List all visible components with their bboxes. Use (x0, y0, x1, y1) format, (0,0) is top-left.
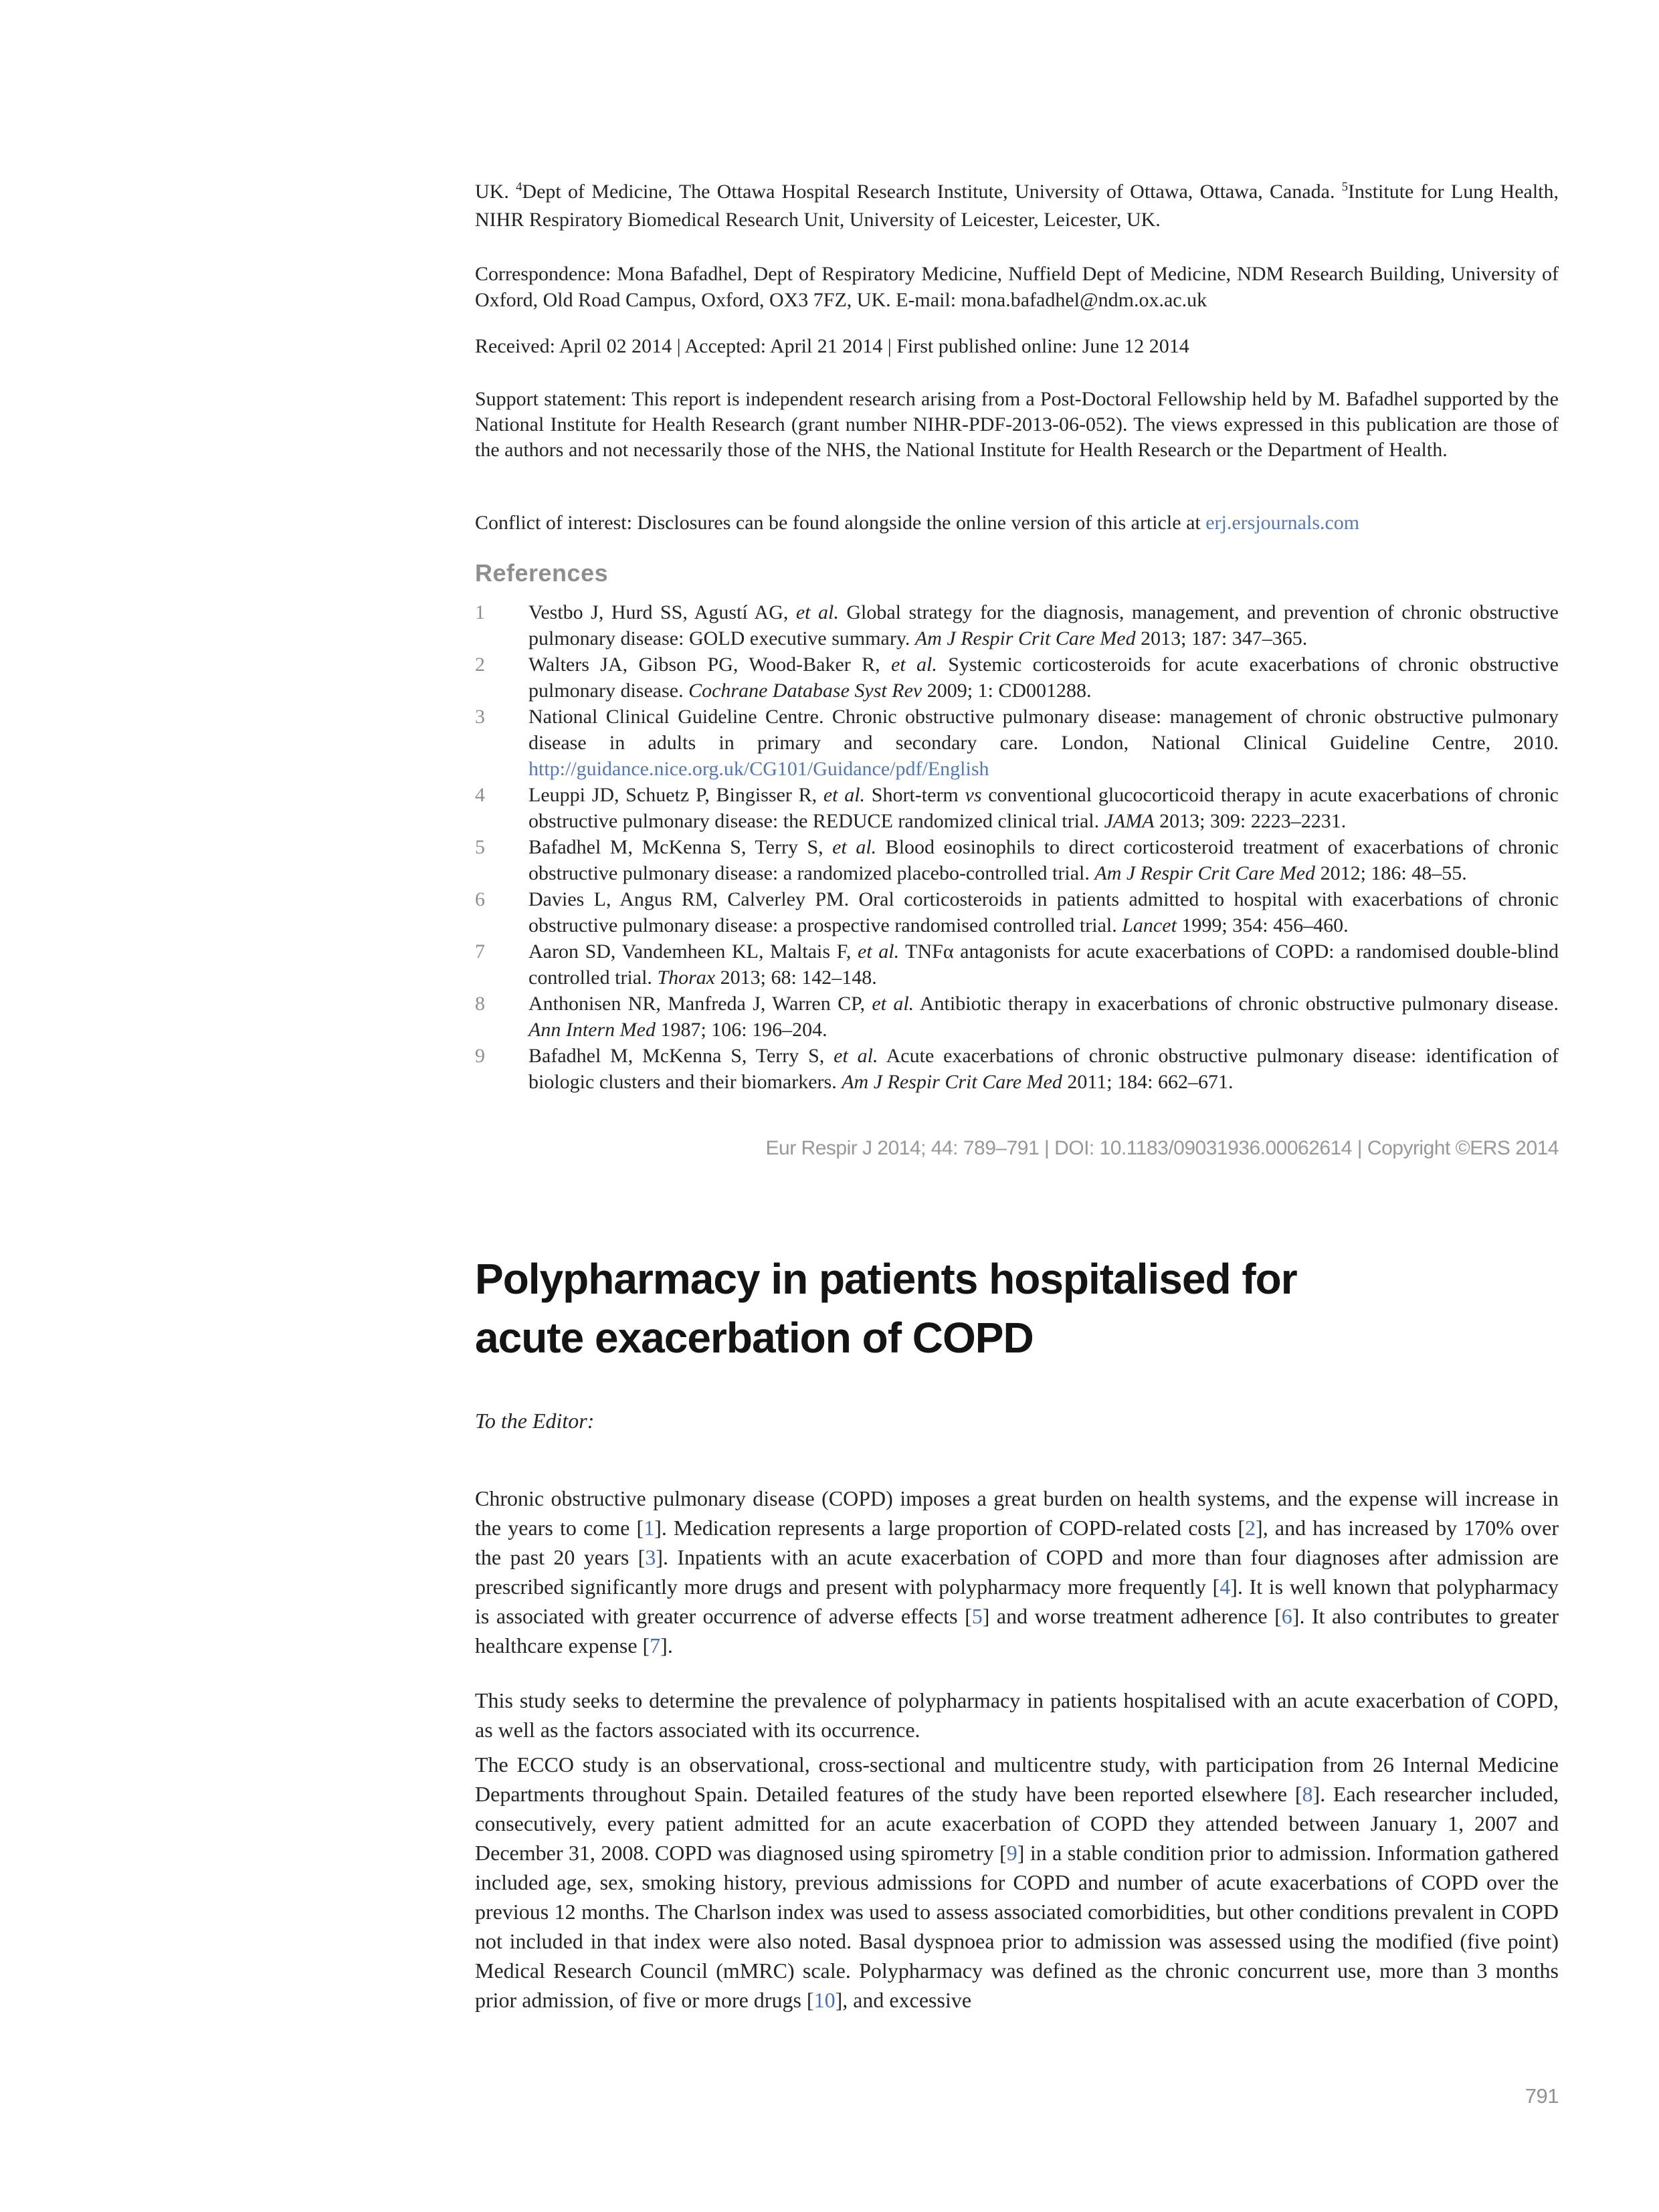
text-segment: 2013; 187: 347–365. (1135, 627, 1308, 649)
article-title-line-2: acute exacerbation of COPD (475, 1314, 1034, 1362)
text-segment: et al. (872, 993, 914, 1015)
citation-ref[interactable]: 1 (644, 1516, 655, 1540)
text-segment: 1987; 106: 196–204. (655, 1019, 827, 1041)
text-segment: Global strategy for the diagnosis, management, and prevention of chronic obstructive pulmonary disease: GOLD executive summary. (528, 601, 1559, 649)
text-segment: 2011; 184: 662–671. (1062, 1071, 1234, 1093)
text-segment: Anthonisen NR, Manfreda J, Warren CP, (528, 993, 872, 1015)
citation-ref[interactable]: 9 (1006, 1841, 1017, 1865)
text-segment: Am J Respir Crit Care Med (914, 627, 1136, 649)
text-segment: The ECCO study is an observational, cross-sectional and multicentre study, with participation from 26 Internal Medicine Departments throughout Spain. Detailed features of the study have been reported elsewhere [ (475, 1752, 1559, 1806)
body-paragraph-1 (475, 1484, 1559, 1660)
text-segment: ]. (660, 1633, 673, 1657)
reference-number: 4 (475, 784, 485, 806)
reference-item (475, 834, 1559, 886)
affiliation-superscript: 4 (516, 180, 522, 194)
reference-number: 5 (475, 836, 485, 858)
citation-ref[interactable]: 10 (813, 1988, 836, 2012)
text-segment: ], and has increased by 170% over the past 20 years [ (475, 1516, 1559, 1569)
text-segment: Institute for Lung Health, NIHR Respiratory Biomedical Research Unit, University of Leicester, Leicester, UK. (475, 181, 1559, 231)
text-segment: Acute exacerbations of chronic obstructive pulmonary disease: identification of biologic clusters and their biomarkers. (528, 1045, 1559, 1093)
text-segment: Conflict of interest: Disclosures can be found alongside the online version of this article at (475, 512, 1206, 534)
hyperlink[interactable]: erj.ersjournals.com (1205, 512, 1360, 534)
text-segment: Lancet (1122, 914, 1177, 936)
text-segment: et al. (832, 836, 877, 858)
text-segment: 2009; 1: CD001288. (922, 680, 1092, 702)
citation-ref[interactable]: 3 (645, 1545, 656, 1569)
body-paragraph-2 (475, 1686, 1559, 1744)
text-segment: ]. Medication represents a large proportion of COPD-related costs [ (654, 1516, 1246, 1540)
text-segment: et al. (834, 1045, 878, 1067)
reference-item (475, 991, 1559, 1043)
reference-number: 3 (475, 706, 485, 728)
reference-item (475, 651, 1559, 704)
text-segment: Am J Respir Crit Care Med (1094, 862, 1316, 884)
text-segment: Bafadhel M, McKenna S, Terry S, (528, 836, 833, 858)
citation-ref[interactable]: 7 (650, 1633, 661, 1657)
support-statement: Support statement: This report is independent research arising from a Post-Doctoral Fellowship held by M. Bafadhel supported by the National Institute for Health Research (grant number NIHR-PDF-2013-06-052). The views expressed in this publication are those of the authors and not necessarily those of the NHS, the National Institute for Health Research or the Department of Health. (475, 388, 1559, 461)
text-segment: et al. (823, 784, 866, 806)
text-segment: UK. (475, 181, 516, 203)
text-segment: Ann Intern Med (528, 1019, 656, 1041)
reference-number: 8 (475, 993, 485, 1015)
affiliation-superscript: 5 (1341, 180, 1349, 194)
text-segment: 2012; 186: 48–55. (1315, 862, 1467, 884)
reference-item (475, 886, 1559, 938)
text-segment: This study seeks to determine the prevalence of polypharmacy in patients hospitalised with an acute exacerbation of COPD, as well as the factors associated with its occurrence. (475, 1688, 1559, 1742)
text-segment: ], and excessive (835, 1988, 972, 2012)
conflict-of-interest (475, 510, 1559, 536)
page-number: 791 (1525, 2084, 1559, 2108)
article-title-line-1: Polypharmacy in patients hospitalised for (475, 1255, 1297, 1303)
text-segment: 2013; 68: 142–148. (715, 967, 877, 989)
reference-list (475, 599, 1559, 1095)
affiliations-text (475, 178, 1559, 234)
citation-ref[interactable]: 5 (971, 1604, 983, 1628)
text-segment: Vestbo J, Hurd SS, Agustí AG, (528, 601, 796, 623)
text-segment: Dept of Medicine, The Ottawa Hospital Research Institute, University of Ottawa, Ottawa, Canada. (522, 181, 1342, 203)
text-segment: Cochrane Database Syst Rev (688, 680, 922, 702)
citation-ref[interactable]: 8 (1302, 1782, 1313, 1806)
reference-number: 9 (475, 1045, 485, 1067)
text-segment: et al. (891, 653, 937, 676)
text-segment: Aaron SD, Vandemheen KL, Maltais F, (528, 940, 858, 963)
hyperlink[interactable]: http://guidance.nice.org.uk/CG101/Guidance/pdf/English (528, 758, 989, 780)
text-segment: et al. (858, 940, 900, 963)
received-dates-line: Received: April 02 2014 | Accepted: April 21 2014 | First published online: June 12 2014 (475, 335, 1189, 357)
text-segment: 2013; 309: 2223–2231. (1154, 810, 1347, 832)
salutation: To the Editor: (475, 1409, 595, 1433)
journal-citation-footer: Eur Respir J 2014; 44: 789–791 | DOI: 10.1183/09031936.00062614 | Copyright ©ERS 2014 (765, 1137, 1559, 1159)
text-segment: ]. Inpatients with an acute exacerbation of COPD and more than four diagnoses after admission are prescribed significantly more drugs and present with polypharmacy more frequently [ (475, 1545, 1559, 1599)
text-segment: Davies L, Angus RM, Calverley PM. Oral corticosteroids in patients admitted to hospital with exacerbations of chronic obstructive pulmonary disease: a prospective randomised controlled trial. (528, 888, 1559, 936)
reference-item (475, 599, 1559, 651)
text-segment: 1999; 354: 456–460. (1176, 914, 1349, 936)
reference-number: 1 (475, 601, 485, 623)
text-segment: et al. (795, 601, 839, 623)
reference-number: 6 (475, 888, 485, 910)
body-paragraph-3 (475, 1750, 1559, 2015)
text-segment: Blood eosinophils to direct corticosteroid treatment of exacerbations of chronic obstructive pulmonary disease: a randomized placebo-controlled trial. (528, 836, 1559, 884)
text-segment: Antibiotic therapy in exacerbations of chronic obstructive pulmonary disease. (914, 993, 1559, 1015)
reference-item (475, 704, 1559, 782)
text-segment: JAMA (1104, 810, 1155, 832)
citation-ref[interactable]: 6 (1281, 1604, 1292, 1628)
article-title (475, 1249, 1559, 1367)
text-segment: Systemic corticosteroids for acute exacerbations of chronic obstructive pulmonary disease. (528, 653, 1559, 702)
text-segment: Thorax (657, 967, 716, 989)
text-segment: Walters JA, Gibson PG, Wood-Baker R, (528, 653, 892, 676)
text-segment: Bafadhel M, McKenna S, Terry S, (528, 1045, 834, 1067)
text-segment: Leuppi JD, Schuetz P, Bingisser R, (528, 784, 823, 806)
correspondence-text: Correspondence: Mona Bafadhel, Dept of Respiratory Medicine, Nuffield Dept of Medicine, NDM Research Building, University of Oxford, Old Road Campus, Oxford, OX3 7FZ, UK. E-mail: mona.bafadhel@ndm.ox.ac.uk (475, 263, 1559, 311)
citation-ref[interactable]: 4 (1219, 1575, 1231, 1599)
reference-item (475, 782, 1559, 834)
references-heading: References (475, 559, 609, 587)
text-segment: vs (965, 784, 982, 806)
text-segment: conventional glucocorticoid therapy in acute exacerbations of chronic obstructive pulmonary disease: the REDUCE randomized clinical trial. (528, 784, 1559, 832)
reference-number: 7 (475, 940, 485, 963)
text-segment: ]. It also contributes to greater healthcare expense [ (475, 1604, 1559, 1657)
reference-item (475, 1043, 1559, 1095)
text-segment: ]. It is well known that polypharmacy is associated with greater occurrence of adverse effects [ (475, 1575, 1559, 1628)
text-segment: ] and worse treatment adherence [ (982, 1604, 1282, 1628)
text-segment: Chronic obstructive pulmonary disease (COPD) imposes a great burden on health systems, and the expense will increase in the years to come [ (475, 1486, 1559, 1540)
text-segment: TNFα antagonists for acute exacerbations of COPD: a randomised double-blind controlled trial. (528, 940, 1559, 989)
reference-number: 2 (475, 653, 485, 676)
text-segment: National Clinical Guideline Centre. Chronic obstructive pulmonary disease: management of chronic obstructive pulmonary disease in adults in primary and secondary care. London, National Clinical Guideline Centre, 2010. (528, 706, 1559, 754)
text-segment: Short-term (865, 784, 965, 806)
text-segment: Am J Respir Crit Care Med (842, 1071, 1062, 1093)
text-segment: ]. Each researcher included, consecutively, every patient admitted for an acute exacerbation of COPD they attended between January 1, 2007 and December 31, 2008. COPD was diagnosed using spirometry [ (475, 1782, 1559, 1865)
citation-ref[interactable]: 2 (1245, 1516, 1256, 1540)
text-segment: ] in a stable condition prior to admission. Information gathered included age, sex, smoking history, previous admissions for COPD and number of acute exacerbations of COPD over the previous 12 months. The Charlson index was used to assess associated comorbidities, but other conditions prevalent in COPD not included in that index were also noted. Basal dyspnoea prior to admission was assessed using the modified (five point) Medical Research Council (mMRC) scale. Polypharmacy was defined as the chronic concurrent use, more than 3 months prior admission, of five or more drugs [ (475, 1841, 1559, 2012)
reference-item (475, 938, 1559, 991)
